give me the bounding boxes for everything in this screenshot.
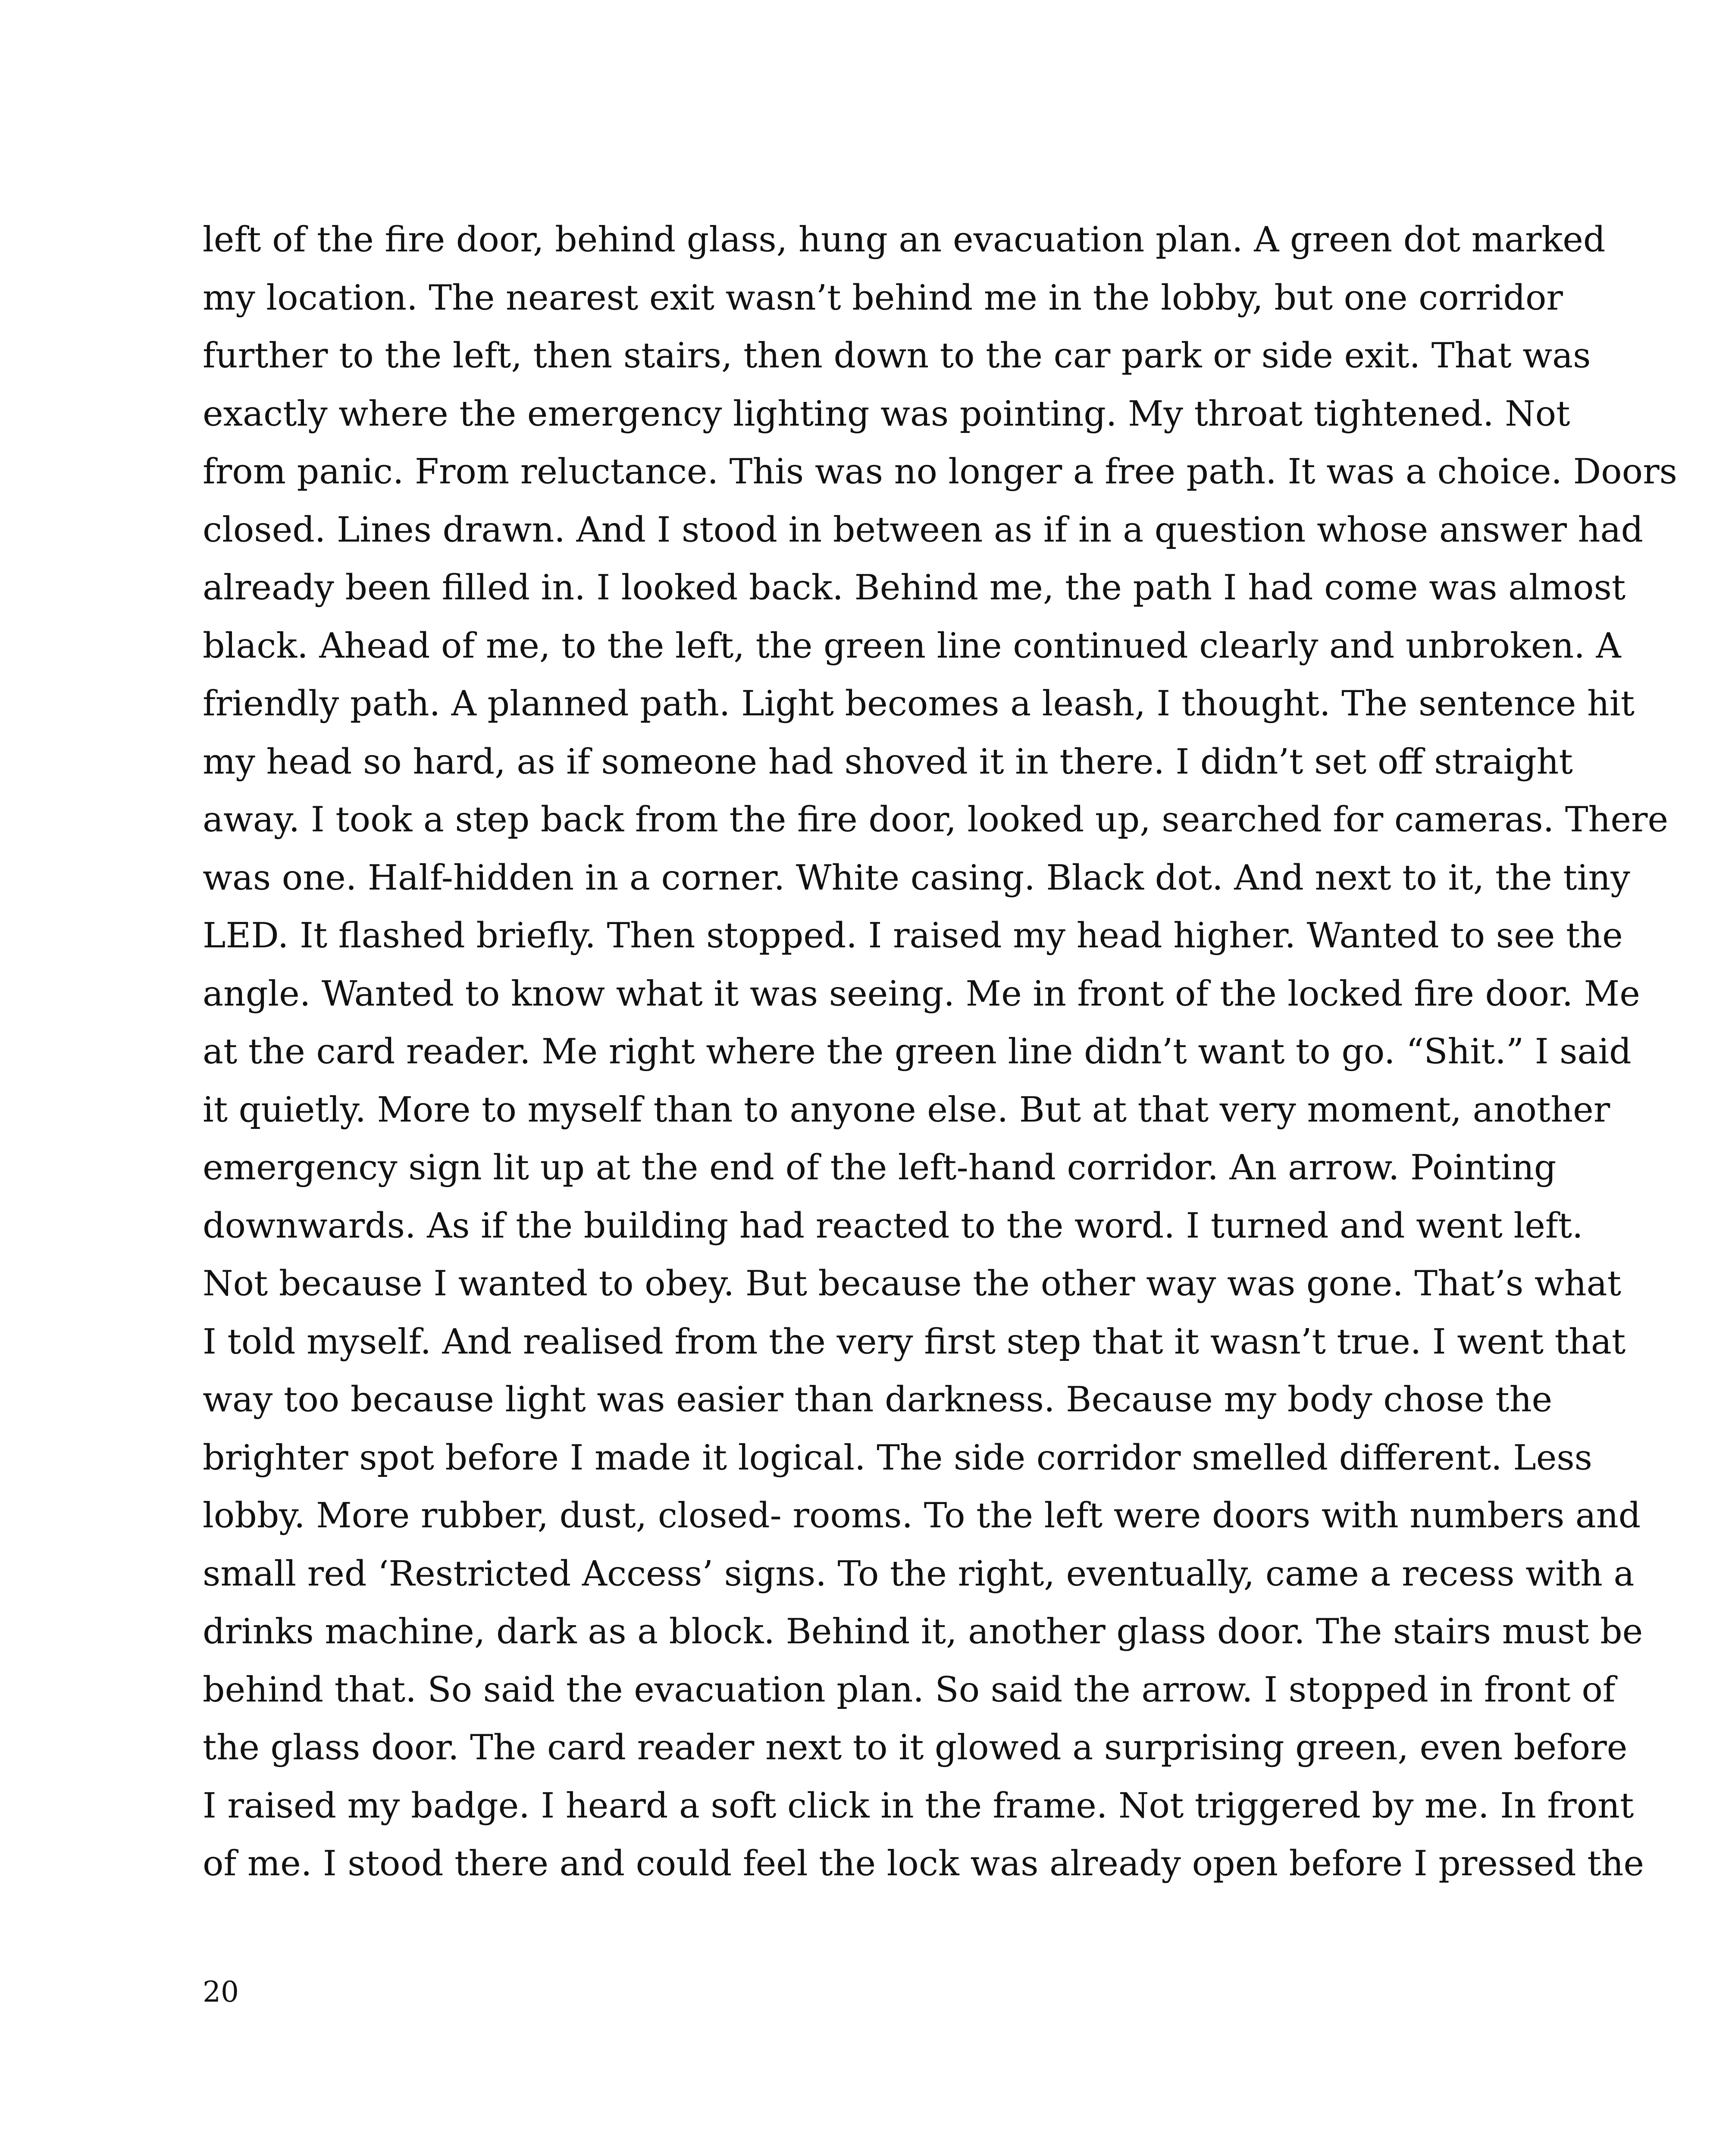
text-line: small red ‘Restricted Access’ signs. To the right, eventually, came a recess with a [203, 1553, 1635, 1594]
text-line: the glass door. The card reader next to it glowed a surprising green, even before [203, 1727, 1628, 1767]
text-line: I raised my badge. I heard a soft click in the frame. Not triggered by me. In front [203, 1785, 1634, 1826]
text-line: LED. It flashed briefly. Then stopped. I raised my head higher. Wanted to see the [203, 915, 1623, 956]
text-line: exactly where the emergency lighting was pointing. My throat tightened. Not [203, 393, 1570, 434]
page-number: 20 [203, 1975, 239, 2009]
text-line: black. Ahead of me, to the left, the green line continued clearly and unbroken. A [203, 625, 1621, 666]
text-line: my head so hard, as if someone had shoved it in there. I didn’t set off straight [203, 741, 1573, 782]
body-text [203, 210, 1677, 1893]
text-line: emergency sign lit up at the end of the left-hand corridor. An arrow. Pointing [203, 1147, 1557, 1188]
text-line: lobby. More rubber, dust, closed- rooms. To the left were doors with numbers and [203, 1495, 1641, 1536]
text-line: drinks machine, dark as a block. Behind it, another glass door. The stairs must be [203, 1611, 1643, 1651]
text-line: was one. Half-hidden in a corner. White casing. Black dot. And next to it, the tiny [203, 857, 1630, 898]
text-line: my location. The nearest exit wasn’t behind me in the lobby, but one corridor [203, 277, 1563, 318]
text-line: friendly path. A planned path. Light becomes a leash, I thought. The sentence hit [203, 683, 1635, 724]
text-line: left of the fire door, behind glass, hung an evacuation plan. A green dot marked [203, 219, 1606, 260]
text-line: downwards. As if the building had reacted to the word. I turned and went left. [203, 1205, 1583, 1246]
text-line: away. I took a step back from the fire door, looked up, searched for cameras. There [203, 799, 1669, 840]
text-line: it quietly. More to myself than to anyone else. But at that very moment, another [203, 1089, 1610, 1130]
text-line: behind that. So said the evacuation plan. So said the arrow. I stopped in front of [203, 1669, 1616, 1710]
text-line: further to the left, then stairs, then down to the car park or side exit. That was [203, 335, 1591, 376]
text-line: brighter spot before I made it logical. The side corridor smelled different. Less [203, 1437, 1592, 1478]
text-line: of me. I stood there and could feel the lock was already open before I pressed the [203, 1843, 1644, 1883]
text-line: I told myself. And realised from the very first step that it wasn’t true. I went that [203, 1321, 1626, 1362]
text-line: closed. Lines drawn. And I stood in between as if in a question whose answer had [203, 509, 1643, 550]
text-line: from panic. From reluctance. This was no longer a free path. It was a choice. Doors [203, 451, 1677, 492]
text-line: Not because I wanted to obey. But because the other way was gone. That’s what [203, 1263, 1621, 1304]
text-line: already been filled in. I looked back. Behind me, the path I had come was almost [203, 567, 1626, 608]
text-line: at the card reader. Me right where the green line didn’t want to go. “Shit.” I said [203, 1031, 1632, 1072]
text-line: way too because light was easier than darkness. Because my body chose the [203, 1379, 1553, 1420]
text-line: angle. Wanted to know what it was seeing. Me in front of the locked fire door. Me [203, 973, 1640, 1014]
